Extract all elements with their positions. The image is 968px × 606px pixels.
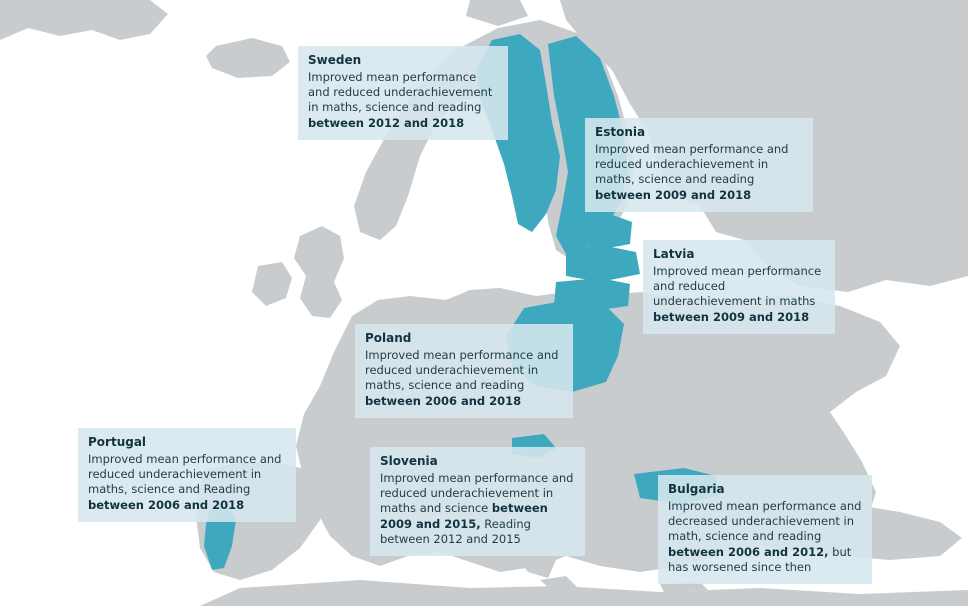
callout-text-bold: between 2009 and 2018 (653, 309, 810, 324)
callout-title: Estonia (595, 125, 646, 139)
callout-sweden[interactable] (298, 46, 508, 140)
callout-text-1: Improved mean performance and reduced underachievement in maths, science and reading (595, 142, 789, 187)
callout-body (380, 471, 575, 547)
callout-title: Latvia (653, 247, 695, 261)
country-estonia (572, 214, 632, 250)
callout-text-bold: between 2006 and 2018 (88, 497, 245, 512)
callout-text-1: Improved mean performance and reduced underachievement in maths, science and reading (365, 348, 559, 393)
callout-poland[interactable] (355, 324, 573, 418)
callout-body (653, 264, 825, 325)
callout-text-2: Reading between 2012 and 2015 (380, 516, 531, 546)
callout-body (668, 499, 862, 575)
callout-text-1: Improved mean performance and reduced underachievement in maths (653, 264, 822, 309)
callout-body (308, 70, 498, 131)
callout-title: Poland (365, 331, 412, 345)
callout-text-bold: between 2012 and 2018 (308, 115, 465, 130)
callout-text-bold: between 2009 and 2018 (595, 187, 752, 202)
callout-text-1: Improved mean performance and reduced underachievement in maths, science and Reading (88, 452, 282, 497)
callout-body (88, 452, 286, 513)
callout-title: Slovenia (380, 454, 438, 468)
callout-text-1: Improved mean performance and reduced underachievement in maths and science (380, 471, 574, 516)
callout-text-1: Improved mean performance and reduced underachievement in maths, science and reading (308, 70, 493, 115)
callout-body (365, 348, 563, 409)
callout-text-2: but has worsened since then (668, 544, 852, 574)
callout-body (595, 142, 803, 203)
callout-text-bold: between 2009 and 2015, (380, 501, 548, 531)
callout-slovenia[interactable] (370, 447, 585, 556)
callout-title: Portugal (88, 435, 147, 449)
callout-estonia[interactable] (585, 118, 813, 212)
callout-portugal[interactable] (78, 428, 296, 522)
callout-bulgaria[interactable] (658, 475, 872, 584)
callout-latvia[interactable] (643, 240, 835, 334)
callout-text-bold: between 2006 and 2018 (365, 393, 522, 408)
callout-title: Sweden (308, 53, 362, 67)
callout-text-bold: between 2006 and 2012, (668, 544, 829, 559)
callout-text-1: Improved mean performance and decreased underachievement in math, science and reading (668, 499, 862, 544)
callout-title: Bulgaria (668, 482, 725, 496)
